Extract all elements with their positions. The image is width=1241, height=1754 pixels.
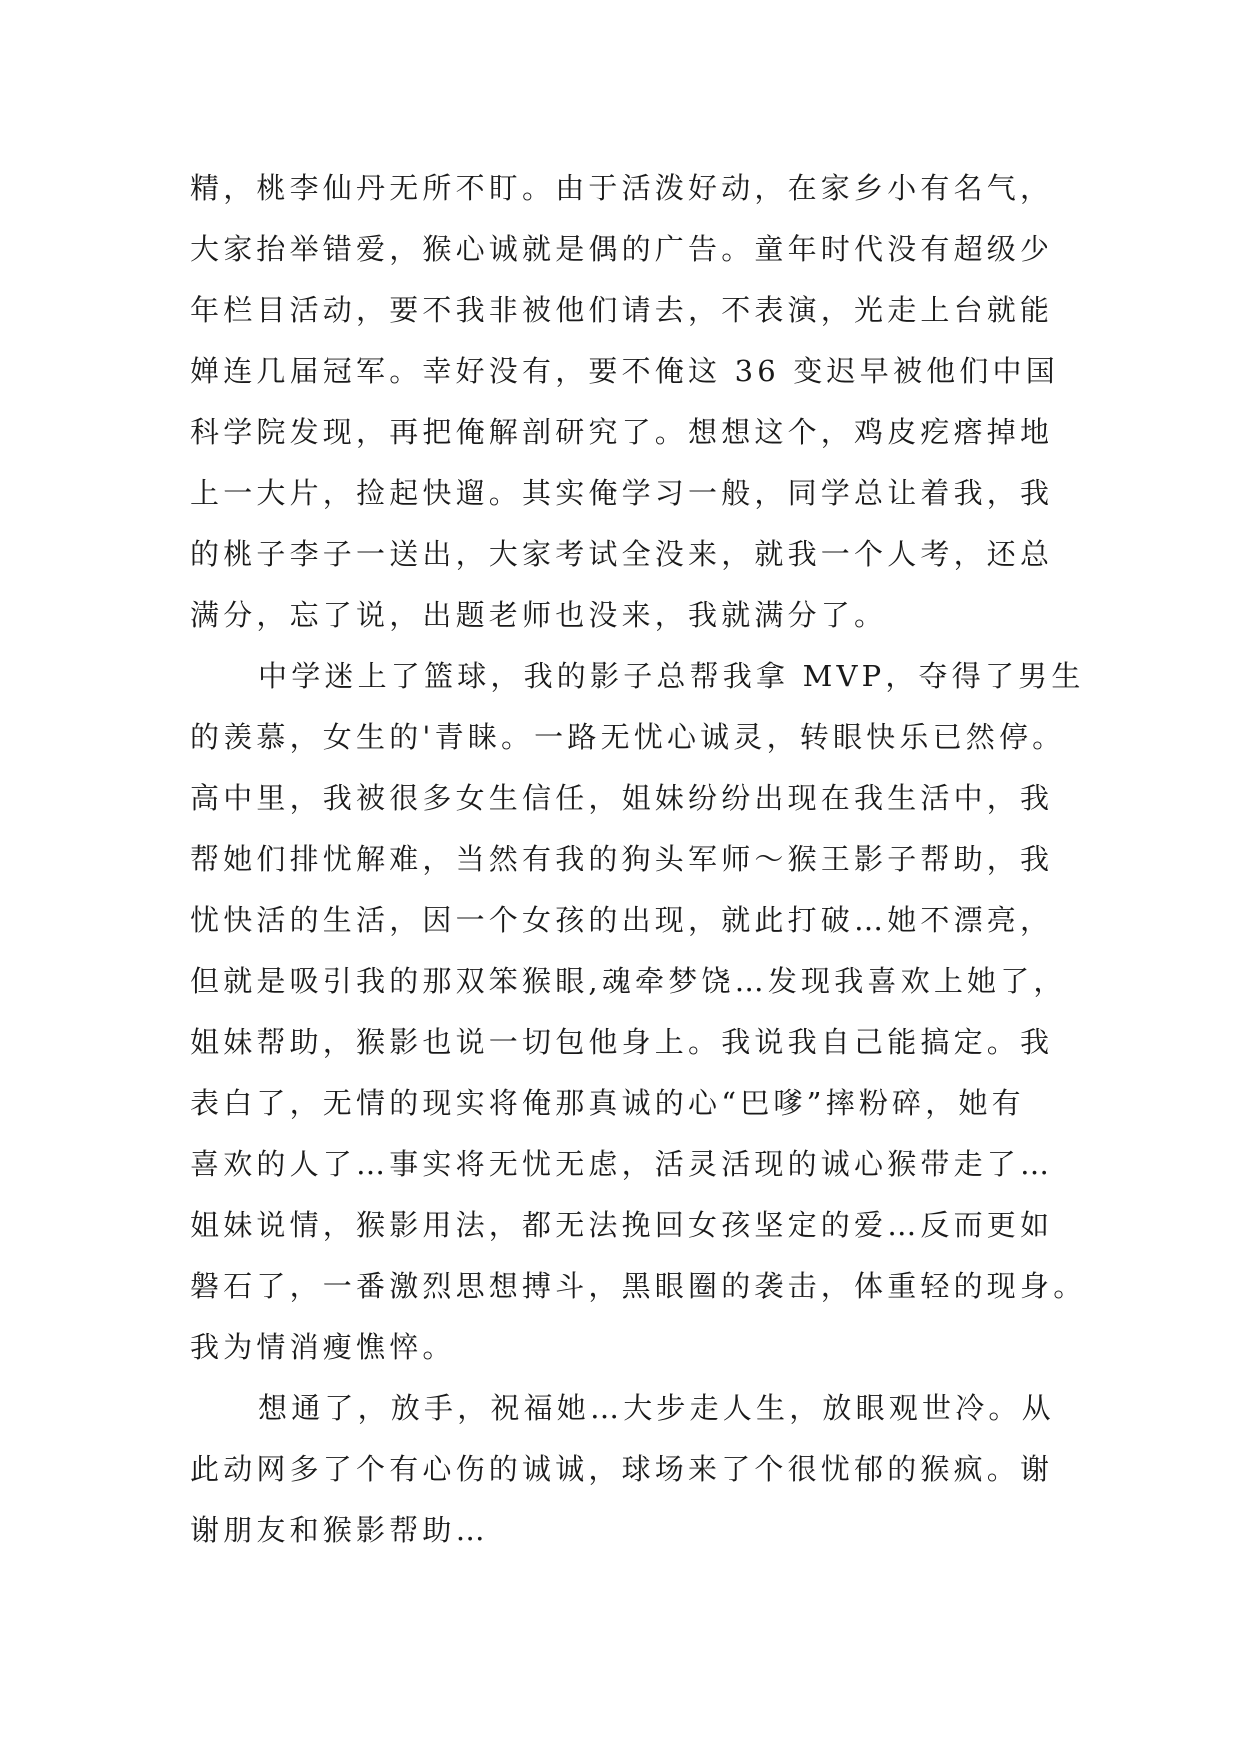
paragraph-start-line: 中学迷上了篮球，我的影子总帮我拿 MVP，夺得了男生 [258,659,1085,693]
text-line: 帮她们排忧解难，当然有我的狗头军师～猴王影子帮助，我 [190,842,1054,876]
paragraph-start-line: 想通了，放手，祝福她…大步走人生，放眼观世冷。从 [258,1391,1055,1425]
text-line: 忧快活的生活，因一个女孩的出现，就此打破…她不漂亮， [190,903,1054,937]
text-line: 上一大片，捡起快遛。其实俺学习一般，同学总让着我，我 [190,476,1054,510]
text-line: 科学院发现，再把俺解剖研究了。想想这个，鸡皮疙瘩掉地 [190,415,1054,449]
text-line: 此动网多了个有心伤的诚诚，球场来了个很忧郁的猴疯。谢 [190,1452,1054,1486]
text-line: 但就是吸引我的那双笨猴眼,魂牵梦饶…发现我喜欢上她了， [190,964,1067,998]
document-body [190,158,1087,1561]
text-line: 年栏目活动，要不我非被他们请去，不表演，光走上台就能 [190,293,1054,327]
text-line: 谢朋友和猴影帮助… [190,1513,489,1547]
text-line: 的桃子李子一送出，大家考试全没来，就我一个人考，还总 [190,537,1054,571]
text-line: 姐妹说情，猴影用法，都无法挽回女孩坚定的爱…反而更如 [190,1208,1054,1242]
text-line: 满分，忘了说，出题老师也没来，我就满分了。 [190,598,888,632]
text-line: 高中里，我被很多女生信任，姐妹纷纷出现在我生活中，我 [190,781,1054,815]
text-line: 精，桃李仙丹无所不盯。由于活泼好动，在家乡小有名气， [190,171,1054,205]
text-line: 喜欢的人了…事实将无忧无虑，活灵活现的诚心猴带走了… [190,1147,1054,1181]
text-line: 磐石了，一番激烈思想搏斗，黑眼圈的袭击，体重轻的现身。 [190,1269,1087,1303]
text-line: 表白了，无情的现实将俺那真诚的心“巴嗲”摔粉碎，她有 [190,1086,1025,1120]
text-line: 姐妹帮助，猴影也说一切包他身上。我说我自己能搞定。我 [190,1025,1054,1059]
text-line: 大家抬举错爱，猴心诚就是偶的广告。童年时代没有超级少 [190,232,1054,266]
text-line: 的羡慕，女生的'青睐。一路无忧心诚灵，转眼快乐已然停。 [190,720,1066,754]
text-line: 婵连几届冠军。幸好没有，要不俺这 36 变迟早被他们中国 [190,354,1059,388]
text-line: 我为情消瘦憔悴。 [190,1330,456,1364]
